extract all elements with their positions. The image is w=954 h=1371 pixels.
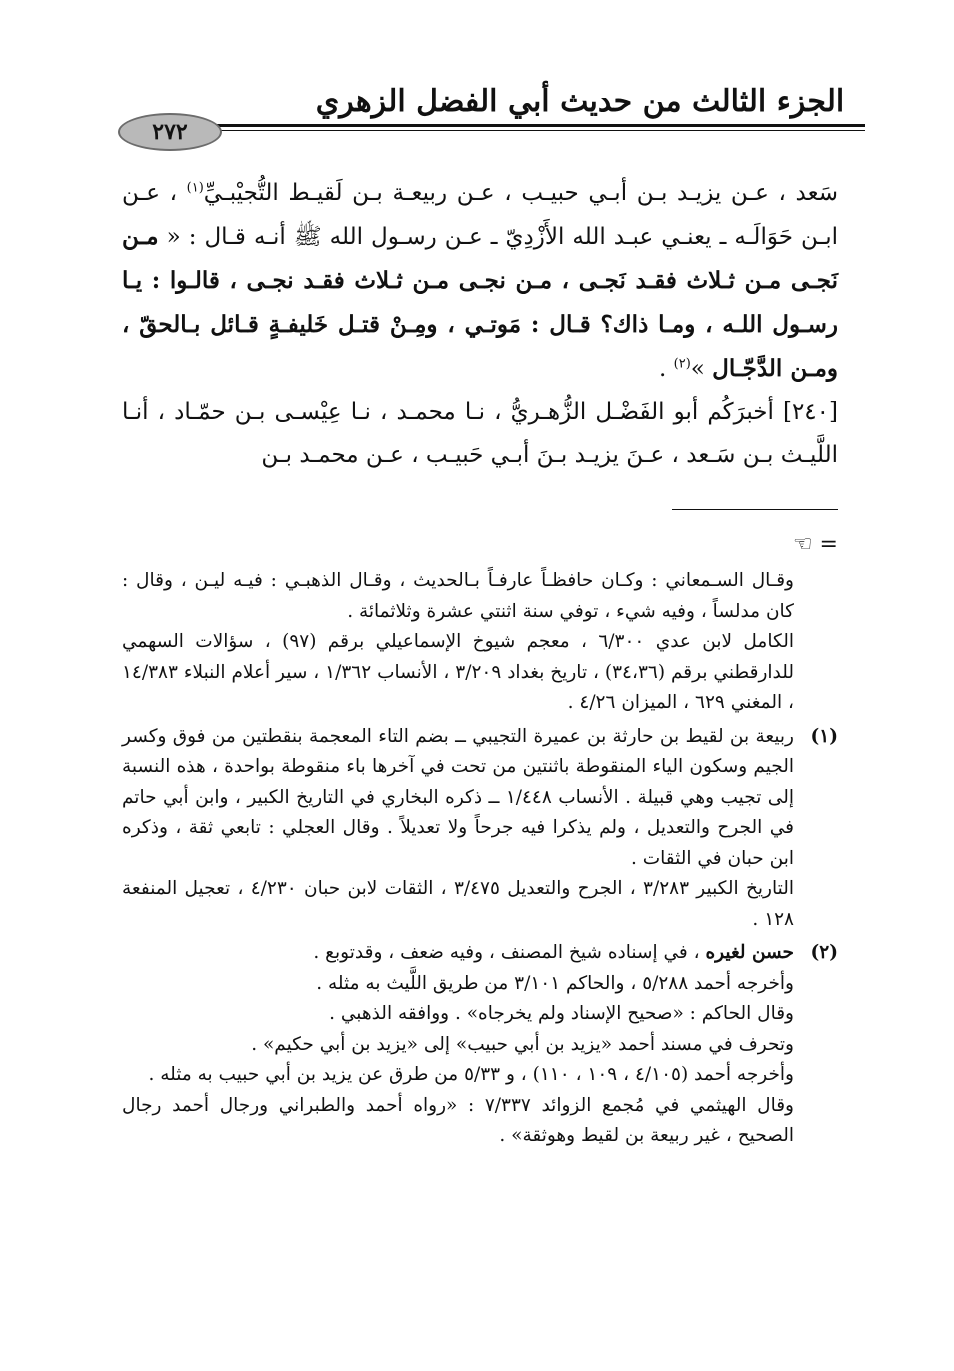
footnote-2-line: وقال الهيثمي في مُجمع الزوائد ٧/٣٣٧ : «رواه أحمد والطبراني ورجال أحمد رجال الصحيح ، غير ربيعة بن لقيط وهوثقة» . [122,1094,794,1146]
footnotes-block [122,566,838,1152]
footnote-2: (٢)حسن لغيره ، في إسناده شيخ المصنف ، وفيه ضعف ، وقدتوبع . [122,938,838,969]
running-header-title: الجزء الثالث من حديث أبي الفضل الزهري [315,84,845,119]
header-rule-thin [215,130,865,131]
footnote-2-number: (٢) [810,942,838,963]
footnote-2-line: وأخرجه أحمد (٤/١٠٥ ، ١٠٩ ، ١١٠) ، و ٥/٣٣ من طرق عن يزيد بن أبي حبيب به مثله . [148,1064,794,1085]
grading-label: حسن لغيره [705,942,794,963]
hadith-paragraph: سَعد ، عـن يزيـد بـن أبـي حبيـب ، عـن ربيعـة بـن لَقيـط التُّجيْبـيِّ$^{(١)}$ ، عـن ابـن حَوَالَـه ـ يعنـي عبـد الله الأَزْدِيّ ـ عـن رسـول الله ﷺ أنـه قـال : « مـن نَجـى مـن ثـلاث فقـد نَجـى ، مـن نجـى مـن ثـلاث فقـد نجـى ، قالـوا : يـا رسـول اللـه ، ومـا ذاك؟ قـال : مَوتـي ، ومِـنْ قتـل خَليفـةٍ قـائل بـالحقّ ، ومـن الدَّجّـال »$^{(٢)}$ . [122,180,838,382]
footnote-1-number: (١) [810,725,838,747]
hadith-text-bold: مـن نَجـى مـن ثـلاث فقـد نَجـى ، مـن نجـى مـن ثـلاث فقـد نجـى ، قالـوا : يـا رسـول اللـه ، ومـا ذاك؟ قـال : مَوتـي ، ومِـنْ قتـل خَليفـةٍ قـائل بـالحقّ ، ومـن الدَّجّـال [122,223,838,382]
footnote-2-line: وقال الحاكم : «صحيح الإسناد ولم يخرجاه» . ووافقه الذهبي . [329,1003,794,1024]
page-number-badge: ٢٧٢ [118,113,222,151]
footnote-ref-1: (١) [186,180,204,196]
footnote-separator [672,509,838,510]
footnote-continued-text: وقـال السـمعاني : وكـان حافظـاً عارفـاً بـالحديث ، وقـال الذهبـي : فيـه ليـن ، وقال : كان مدلساً ، وفيه شيء ، توفي سنة اثنتي عشرة وثلاثمائة . [122,570,794,622]
footnote-1-refs: التاريخ الكبير ٣/٢٨٣ ، الجرح والتعديل ٣/٤٧٥ ، الثقات لابن حبان ٤/٢٣٠ ، تعجيل المنفعة ١٢٨ . [122,878,794,930]
main-text [122,172,838,477]
footnote-2-line: وتحرف في مسند أحمد «يزيد بن أبي حبيب» إلى «يزيد بن أبي حكيم» . [251,1033,794,1055]
isnad-paragraph-240: [٢٤٠] أخبرَكُم أبو الفَضْـل الزُّهـريُّ ، نـا محمـد ، نـا عِيْسـى بـن حمّـاد ، أنـا اللَّيـث بـن سَـعد ، عـنَ يزيـد بـنَ أبـي حَبيـب ، عـن محمـد بـن [122,399,838,468]
footnote-1: (١)ربيعة بن لقيط بن حارثة بن عميرة التجيبي ــ بضم التاء المعجمة بنقطتين من فوق وكسر الجيم وسكون الياء المنقوطة باثنتين من تحت في آخرها باء منقوطة بواحدة ، هذه النسبة إلى تجيب وهي قبيلة . الأنساب ١/٤٤٨ ــ ذكره البخاري في التاريخ الكبير ، وابن أبي حاتم في الجرح والتعديل ، ولم يذكرا فيه جرحاً ولا تعديلاً . وقال العجلي : تابعي ثقة ، وذكره ابن حبان في الثقات . [122,722,838,875]
footnote-2-line: وأخرجه أحمد ٥/٢٨٨ ، والحاكم ٣/١٠١ من طريق اللَّيث به مثله . [316,972,794,994]
footnote-continuation-marker: = ☜ [792,532,838,557]
footnote-continued-refs: الكامل لابن عدي ٦/٣٠٠ ، معجم شيوخ الإسماعيلي برقم (٩٧) ، سؤالات السهمي للدارقطني برقم (٣٤،٣٦) ، تاريخ بغداد ٣/٢٠٩ ، الأنساب ١/٣٦٢ ، سير أعلام النبلاء ١٤/٣٨٣ ، المغني ٦٢٩ ، الميزان ٤/٢٦ . [122,631,794,713]
header-rule [215,124,865,127]
footnote-ref-2: (٢) [673,356,691,372]
